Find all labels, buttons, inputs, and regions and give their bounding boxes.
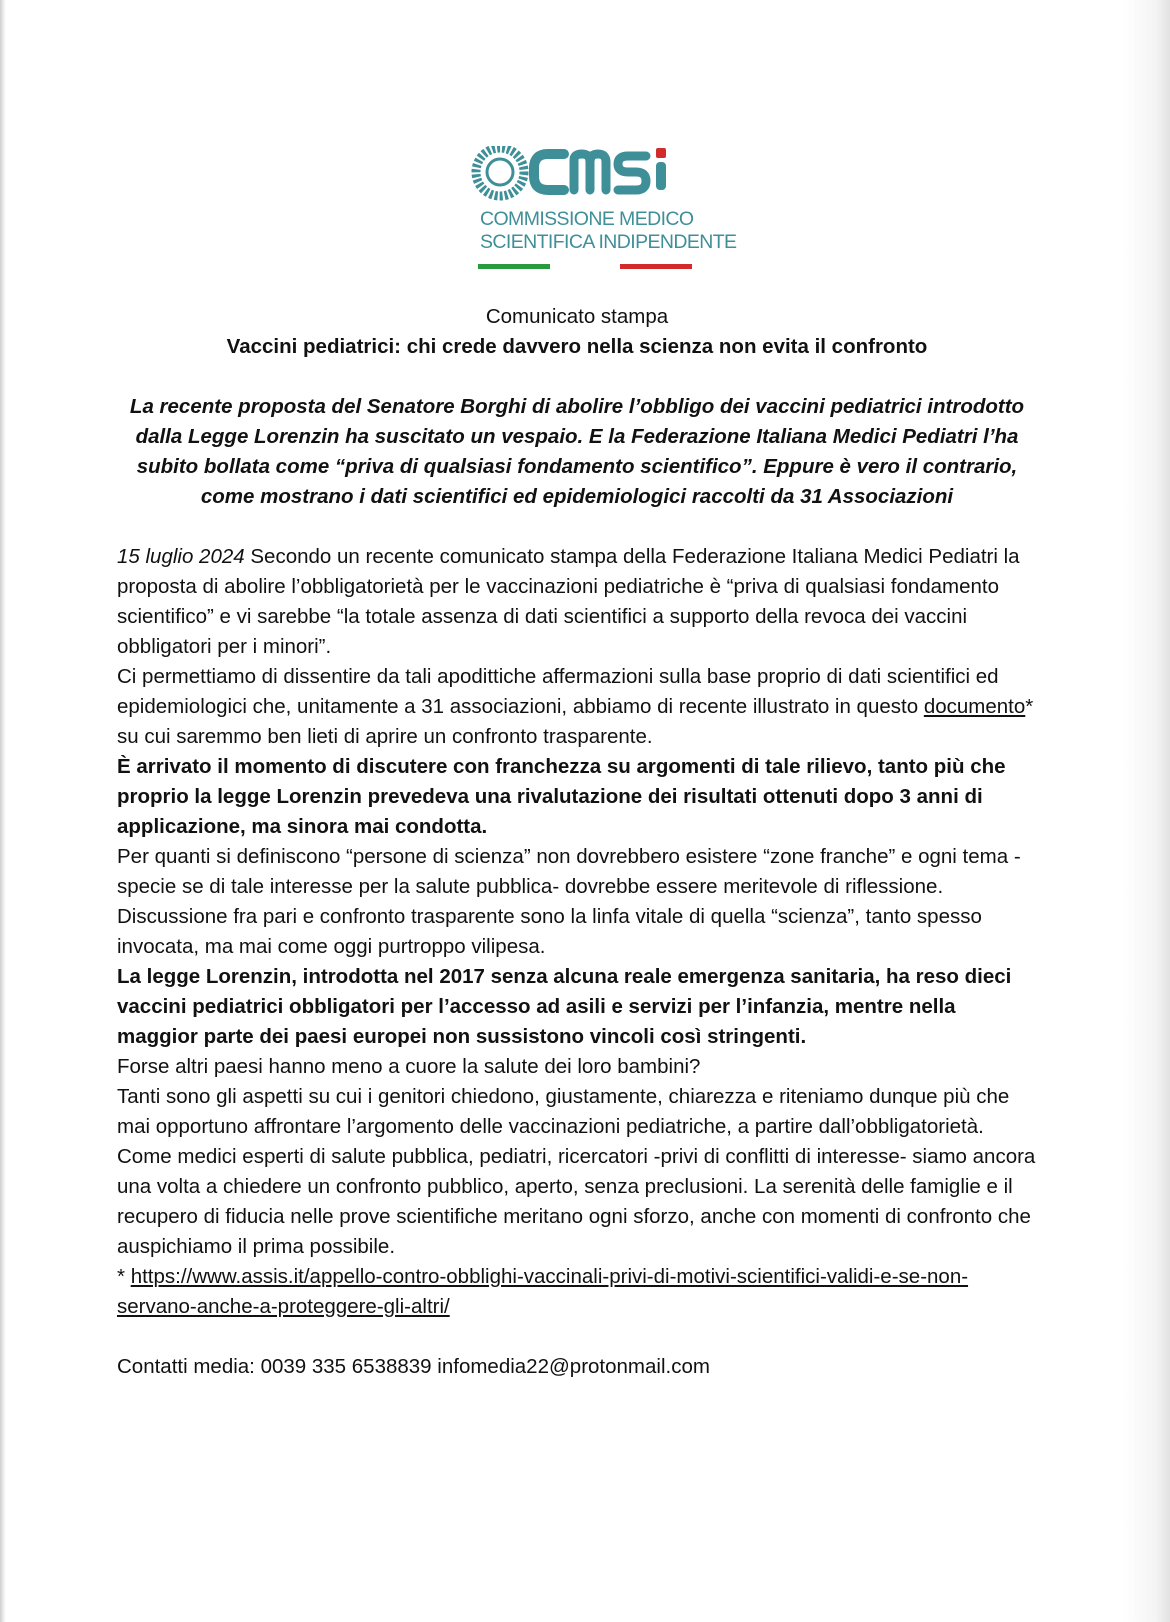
paragraph-1-text: Secondo un recente comunicato stampa della Federazione Italiana Medici Pediatri la proposta di abolire l’obbligatorietà per le vaccinazioni pediatriche è “priva di qualsiasi fondamento scientifico” e vi sarebbe “la totale assenza di dati scientifici a supporto della revoca dei vaccini obbligatori per i minori”. bbox=[117, 545, 1020, 658]
paragraph-7: Tanti sono gli aspetti su cui i genitori chiedono, giustamente, chiarezza e riteniamo dunque più che mai opportuno affrontare l’argomento delle vaccinazioni pediatriche, a partire dall’obbligatorietà. bbox=[117, 1085, 1010, 1138]
paragraph-8: Come medici esperti di salute pubblica, pediatri, ricercatori -privi di conflitti di interesse- siamo ancora una volta a chiedere un confronto pubblico, aperto, senza preclusioni. La serenità delle famiglie e il recupero di fiducia nelle prove scientifiche meritano ogni sforzo, anche con momenti di confronto che auspichiamo il prima possibile. bbox=[117, 1145, 1036, 1258]
footnote-url-link[interactable]: https://www.assis.it/appello-contro-obblighi-vaccinali-privi-di-motivi-scientifici-validi-e-se-non-servano-anche-a-proteggere-gli-altri/ bbox=[117, 1265, 969, 1318]
logo-red-bar bbox=[620, 264, 692, 269]
logo-letter-m bbox=[574, 154, 606, 190]
page-left-edge bbox=[0, 0, 6, 1622]
logo-name-line-2: SCIENTIFICA INDIPENDENTE bbox=[480, 231, 737, 253]
logo-letter-c bbox=[534, 154, 564, 190]
document-link[interactable]: documento bbox=[923, 695, 1026, 718]
document-type-label: Comunicato stampa bbox=[485, 305, 669, 328]
logo-letter-s bbox=[618, 156, 646, 190]
logo-green-bar bbox=[478, 264, 550, 269]
logo-letter-i-dot bbox=[656, 148, 666, 158]
paragraph-2-tail: * su cui saremmo ben lieti di aprire un confronto trasparente. bbox=[117, 695, 1034, 748]
logo-letter-i bbox=[656, 162, 666, 190]
cmsi-logo-mark bbox=[470, 146, 696, 202]
contact-email: infomedia22@protonmail.com bbox=[437, 1355, 710, 1378]
paragraph-1 bbox=[117, 542, 1037, 662]
media-contacts bbox=[117, 1352, 1037, 1382]
paragraph-5: La legge Lorenzin, introdotta nel 2017 senza alcuna reale emergenza sanitaria, ha reso dieci vaccini pediatrici obbligatori per l’accesso ad asili e servizi per l’infanzia, mentre nella maggior parte dei paesi europei non sussistono vincoli così stringenti. bbox=[117, 965, 1012, 1048]
headline: Vaccini pediatrici: chi crede davvero nella scienza non evita il confronto bbox=[226, 335, 928, 358]
page-right-edge bbox=[1122, 0, 1170, 1622]
footnote bbox=[117, 1262, 1037, 1322]
logo-name-line-1: COMMISSIONE MEDICO bbox=[480, 208, 694, 230]
footnote-mark: * bbox=[117, 1265, 125, 1288]
paragraph-2 bbox=[117, 662, 1037, 752]
paragraph-6: Forse altri paesi hanno meno a cuore la salute dei loro bambini? bbox=[117, 1055, 701, 1078]
cmsi-logo bbox=[470, 146, 737, 272]
paragraph-3: È arrivato il momento di discutere con franchezza su argomenti di tale rilievo, tanto più che proprio la legge Lorenzin prevedeva una rivalutazione dei risultati ottenuti dopo 3 anni di applicazione, ma sinora mai condotta. bbox=[117, 755, 1006, 838]
paragraph-2-text: Ci permettiamo di dissentire da tali apodittiche affermazioni sulla base proprio di dati scientifici ed epidemiologici che, unitamente a 31 associazioni, abbiamo di recente illustrato in questo bbox=[117, 665, 999, 718]
release-date: 15 luglio 2024 bbox=[117, 545, 245, 568]
contact-phone: 0039 335 6538839 bbox=[260, 1355, 432, 1378]
press-release bbox=[117, 302, 1037, 1382]
laurel-emblem-icon bbox=[476, 148, 524, 196]
paragraph-4: Per quanti si definiscono “persone di scienza” non dovrebbero esistere “zone franche” e ogni tema -specie se di tale interesse per la salute pubblica- dovrebbe essere meritevole di riflessione. Discussione fra pari e confronto trasparente sono la linfa vitale di quella “scienza”, tanto spesso invocata, ma mai come oggi purtroppo vilipesa. bbox=[117, 845, 1021, 958]
lead-paragraph: La recente proposta del Senatore Borghi di abolire l’obbligo dei vaccini pediatrici introdotto dalla Legge Lorenzin ha suscitato un vespaio. E la Federazione Italiana Medici Pediatri l’ha subito bollata come “priva di qualsiasi fondamento scientifico”. Eppure è vero il contrario, come mostrano i dati scientifici ed epidemiologici raccolti da 31 Associazioni bbox=[129, 395, 1025, 508]
contacts-label: Contatti media: bbox=[117, 1355, 255, 1378]
body-text bbox=[117, 542, 1037, 1322]
